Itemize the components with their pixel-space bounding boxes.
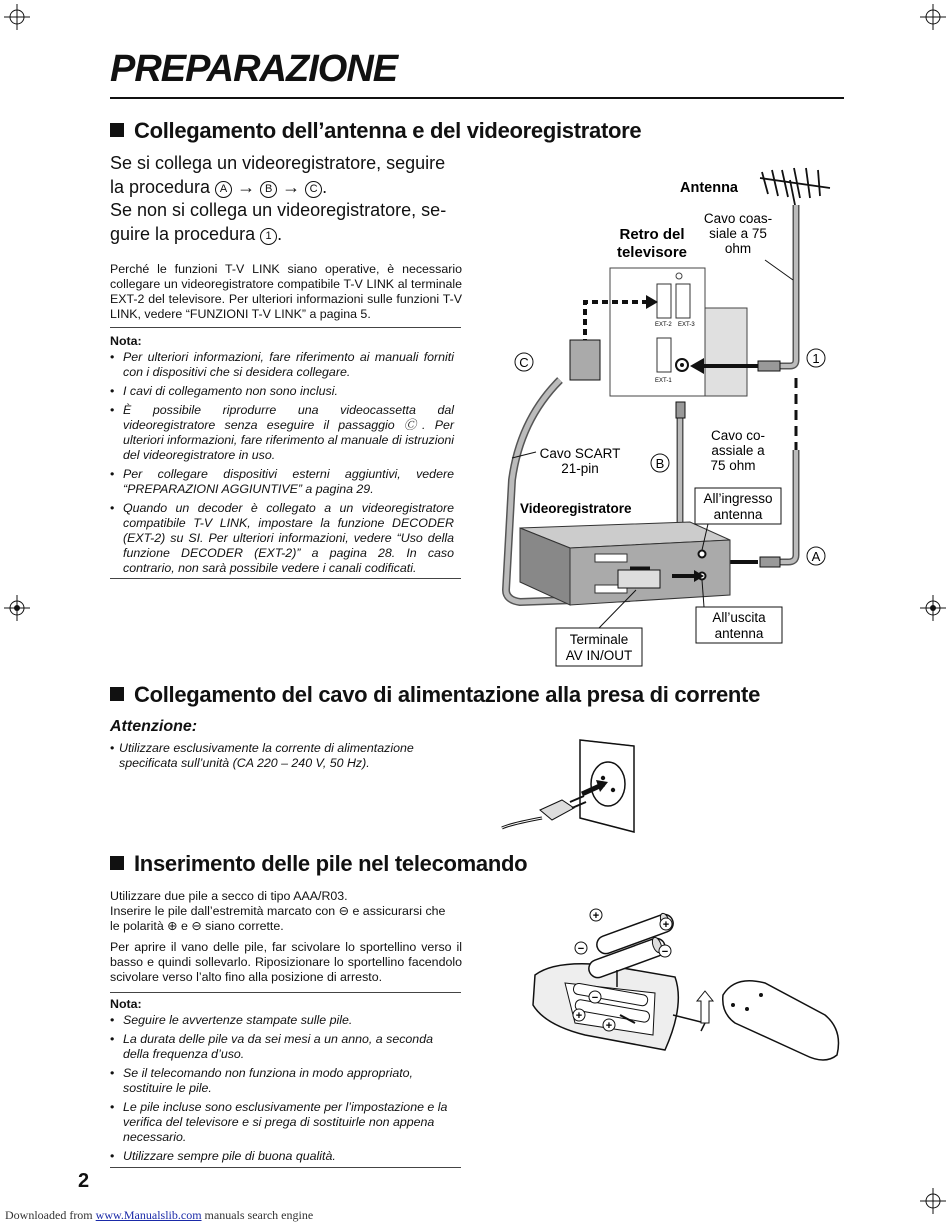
note-divider [110,992,461,993]
antenna-in-label: antenna [713,507,763,522]
note-heading: Nota: [110,334,142,348]
plus-mark: + [605,1020,613,1032]
list-item: • Seguire le avvertenze stampate sulle pile. [110,1013,454,1028]
tv-back-label: televisore [616,244,688,261]
antenna-section-heading [110,118,641,144]
ext2-label: EXT-2 [655,322,672,328]
list-item: • Le pile incluse sono esclusivamente per l’impostazione e la verifica del televisore e si prega di sostituirle non appena necessario. [110,1100,454,1145]
battery-remote-illustration [525,905,847,1065]
scart-cable-label: Cavo SCART [539,446,621,461]
list-item: • Per ulteriori informazioni, fare riferimento ai manuali forniti con i dispositivi che si desidera collegare. [110,350,454,380]
square-bullet-icon [110,123,124,137]
attention-heading: Attenzione: [110,718,198,735]
ext3-label: EXT-3 [678,322,695,328]
scart-plug-icon [618,570,660,588]
scart-ext3-icon [676,284,690,318]
note-divider [110,578,461,579]
lead-line: Se non si collega un videoregistratore, se- [110,200,447,220]
power-plug-illustration [500,738,640,834]
registration-mark-icon [920,4,946,30]
coax-mid-label: 75 ohm [710,458,756,473]
power-section-heading [110,682,760,708]
minus-mark: − [591,992,599,1004]
arrow-up-icon [697,991,713,1023]
manualslib-link[interactable]: www.Manualslib.com [95,1208,202,1222]
minus-mark: − [661,946,669,958]
minus-mark: − [577,943,585,955]
lead-line: guire la procedura 1 . [110,223,283,244]
coax-label-line: siale a 75 [709,226,767,241]
square-bullet-icon [110,687,124,701]
antenna-connection-diagram [490,150,850,670]
registration-mark-icon [920,595,946,621]
coax-label-line: ohm [724,241,752,256]
note-divider [110,327,461,328]
list-item: • Utilizzare sempre pile di buona qualità. [110,1149,454,1164]
footer-suffix: manuals search engine [201,1208,314,1222]
note-heading: Nota: [110,997,142,1011]
antenna-out-label: All’uscita [712,610,766,625]
scart-plug-icon [570,340,600,380]
power-plug-icon [540,800,574,820]
coax-plug-icon [758,361,780,371]
title-divider [110,97,844,99]
battery-cover-icon [723,981,839,1060]
battery-line: Utilizzare due pile a secco di tipo AAA/R03. [110,889,348,903]
plus-mark: + [575,1010,583,1022]
av-terminal-label: Terminale [569,632,629,647]
list-item: • Quando un decoder è collegato a un videoregistratore compatibile T-V LINK, impostare la funzione DECODER (EXT-2) su SI. Per ulteriori informazioni, vedere “Uso della funzione DECODER (EXT-2)” a pagina 28. In caso contrario, non sarà possibile vedere i canali codificati. [110,501,454,576]
footer [5,1208,313,1223]
power-notes-list [110,741,462,775]
av-terminal-label: AV IN/OUT [565,648,633,663]
battery-section-heading [110,851,527,877]
note-divider [110,1167,461,1168]
antenna-out-label: antenna [714,626,764,641]
tv-back-side [705,308,747,396]
list-item: • È possibile riprodurre una videocassetta dal videoregistratore senza eseguire il passaggio Ⓒ. Per ulteriori informazioni, fare riferimento al manuale di istruzioni del videoregistratore in uso. [110,403,454,463]
square-bullet-icon [110,856,124,870]
battery-line: le polarità ⊕ e ⊖ siano corrette. [110,919,284,933]
coax-mid-label: Cavo co- [710,428,766,443]
step-1-badge: 1 [260,228,277,245]
battery-door-paragraph: Per aprire il vano delle pile, far scivolare lo sportellino verso il basso e quindi sollevarlo. Riposizionare lo sportellino facendolo scivolare verso l’alto fino alla posizione di arresto. [110,940,462,984]
registration-mark-icon [920,1188,946,1214]
ext1-label: EXT-1 [655,378,672,384]
battery-section-heading-text: Inserimento delle pile nel telecomando [134,851,528,876]
list-item: • La durata delle pile va da sei mesi a un anno, a seconda della frequenza d’uso. [110,1032,454,1062]
page-title: PREPARAZIONE [110,48,398,90]
vcr-label: Videoregistratore [520,501,632,516]
tvlink-paragraph: Perché le funzioni T-V LINK siano operative, è necessario collegare un videoregistratore compatibile T-V LINK al terminale EXT-2 del televisore. Per ulteriori informazioni sulle funzioni T-V LINK, vedere “FUNZIONI T-V LINK” a pagina 5. [110,262,462,321]
step-c-diagram-label: C [519,355,529,370]
minus-pole-icon: ⊖ [191,919,202,933]
plus-mark: + [662,919,670,931]
list-item: • Per collegare dispositivi esterni aggiuntivi, vedere “PREPARAZIONI AGGIUNTIVE” a pagina 29. [110,467,454,497]
power-section-heading-text: Collegamento del cavo di alimentazione alla presa di corrente [134,682,761,707]
antenna-lead-text [110,152,470,246]
tv-back-label: Retro del [619,226,685,243]
list-item: • I cavi di collegamento non sono inclusi. [110,384,454,399]
scart-ext1-icon [657,338,671,372]
battery-instructions [110,889,462,985]
antenna-label: Antenna [680,180,738,196]
coax-mid-label: assiale a [711,443,765,458]
coax-label-line: Cavo coas- [703,211,773,226]
step-a-diagram-label: A [811,549,821,564]
antenna-notes-list [110,350,454,580]
scart-cable-label: 21-pin [561,461,599,476]
plus-pole-icon: ⊕ [167,919,178,933]
plus-mark: + [592,910,600,922]
footer-prefix: Downloaded from [5,1208,96,1222]
lead-line: la procedura A → B → C . [110,176,328,197]
step-a-badge: A [215,181,232,198]
antenna-in-label: All’ingresso [703,491,773,506]
step-1-diagram-label: 1 [812,351,820,366]
scart-ext2-icon [657,284,671,318]
antenna-icon [760,168,830,205]
step-c-badge: C [305,181,322,198]
battery-notes-list [110,1013,454,1168]
registration-mark-icon [4,4,30,30]
battery-line: Inserire le pile dall’estremità marcato con ⊖ e assicurarsi che [110,904,446,918]
registration-mark-icon [4,595,30,621]
minus-pole-icon: ⊖ [338,904,350,918]
lead-line: Se si collega un videoregistratore, seguire [110,153,446,173]
list-item: • Utilizzare esclusivamente la corrente di alimentazione specificata sull’unità (CA 220 – 240 V, 50 Hz). [110,741,462,771]
step-b-diagram-label: B [655,456,665,471]
page-number: 2 [78,1170,90,1192]
step-b-badge: B [260,181,277,198]
antenna-section-heading-text: Collegamento dell’antenna e del videoregistratore [134,118,642,143]
list-item: • Se il telecomando non funziona in modo appropriato, sostituire le pile. [110,1066,454,1096]
